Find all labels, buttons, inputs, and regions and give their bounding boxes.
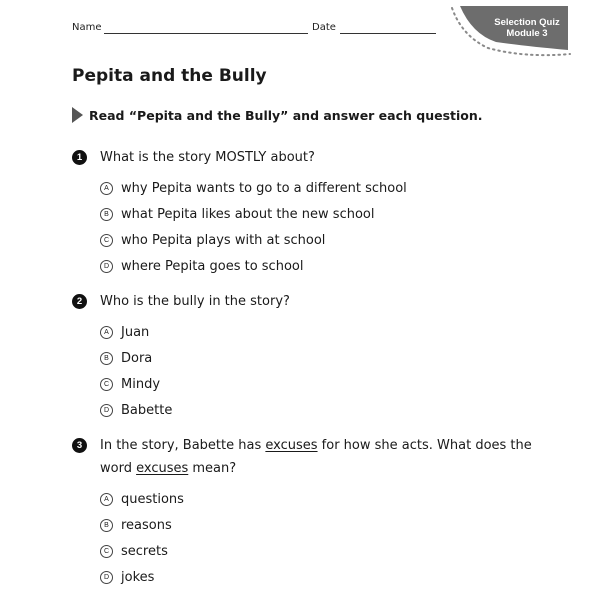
badge-line-1: Selection Quiz bbox=[494, 17, 560, 28]
instruction-text: Read “Pepita and the Bully” and answer each question. bbox=[89, 107, 483, 123]
option-b-bubble-icon[interactable]: B bbox=[100, 352, 113, 365]
option-d[interactable] bbox=[100, 564, 552, 590]
question-text: What is the story MOSTLY about? bbox=[100, 150, 315, 165]
option-text: Mindy bbox=[121, 376, 161, 392]
option-b[interactable] bbox=[100, 345, 552, 371]
option-a[interactable] bbox=[100, 486, 552, 512]
option-text: why Pepita wants to go to a different school bbox=[121, 180, 407, 196]
option-d[interactable] bbox=[100, 397, 552, 423]
option-c[interactable] bbox=[100, 538, 552, 564]
question-number-icon: 2 bbox=[72, 294, 87, 309]
option-b[interactable] bbox=[100, 201, 552, 227]
option-text: Dora bbox=[121, 350, 153, 366]
option-c-bubble-icon[interactable]: C bbox=[100, 545, 113, 558]
option-b-bubble-icon[interactable]: B bbox=[100, 208, 113, 221]
option-text: questions bbox=[121, 491, 184, 507]
name-line[interactable] bbox=[104, 33, 308, 34]
header-row bbox=[72, 20, 440, 36]
page-title: Pepita and the Bully bbox=[72, 66, 267, 86]
option-c-bubble-icon[interactable]: C bbox=[100, 378, 113, 391]
option-b[interactable] bbox=[100, 512, 552, 538]
option-d-bubble-icon[interactable]: D bbox=[100, 404, 113, 417]
date-line[interactable] bbox=[340, 33, 436, 34]
question-number-icon: 1 bbox=[72, 150, 87, 165]
vocab-word: excuses bbox=[265, 438, 318, 453]
vocab-word: excuses bbox=[136, 461, 189, 476]
option-a-bubble-icon[interactable]: A bbox=[100, 326, 113, 339]
option-text: where Pepita goes to school bbox=[121, 258, 304, 274]
option-list bbox=[72, 319, 552, 423]
option-text: jokes bbox=[121, 569, 155, 585]
badge-line-2: Module 3 bbox=[506, 28, 548, 39]
option-a[interactable] bbox=[100, 175, 552, 201]
option-list bbox=[72, 175, 552, 279]
option-d-bubble-icon[interactable]: D bbox=[100, 571, 113, 584]
question-1 bbox=[72, 146, 552, 279]
option-text: Juan bbox=[121, 324, 150, 340]
option-c[interactable] bbox=[100, 371, 552, 397]
option-c[interactable] bbox=[100, 227, 552, 253]
option-a[interactable] bbox=[100, 319, 552, 345]
instruction bbox=[72, 106, 483, 124]
option-c-bubble-icon[interactable]: C bbox=[100, 234, 113, 247]
option-text: secrets bbox=[121, 543, 168, 559]
question-number-icon: 3 bbox=[72, 438, 87, 453]
question-text: Who is the bully in the story? bbox=[100, 294, 290, 309]
question-text-part-3: mean? bbox=[188, 461, 237, 476]
option-text: Babette bbox=[121, 402, 173, 418]
question-text-part-1: In the story, Babette has bbox=[100, 438, 266, 453]
option-b-bubble-icon[interactable]: B bbox=[100, 519, 113, 532]
option-text: what Pepita likes about the new school bbox=[121, 206, 375, 222]
question-text-part-2: for how she acts. What does the word bbox=[100, 438, 532, 476]
name-label: Name bbox=[72, 22, 102, 33]
option-a-bubble-icon[interactable]: A bbox=[100, 182, 113, 195]
option-text: reasons bbox=[121, 517, 172, 533]
option-d[interactable] bbox=[100, 253, 552, 279]
option-a-bubble-icon[interactable]: A bbox=[100, 493, 113, 506]
selection-quiz-badge bbox=[444, 6, 574, 58]
option-text: who Pepita plays with at school bbox=[121, 232, 326, 248]
play-triangle-icon bbox=[72, 107, 83, 123]
date-label: Date bbox=[312, 22, 336, 33]
question-3 bbox=[72, 434, 552, 590]
question-2 bbox=[72, 290, 552, 423]
option-d-bubble-icon[interactable]: D bbox=[100, 260, 113, 273]
option-list bbox=[72, 486, 552, 590]
